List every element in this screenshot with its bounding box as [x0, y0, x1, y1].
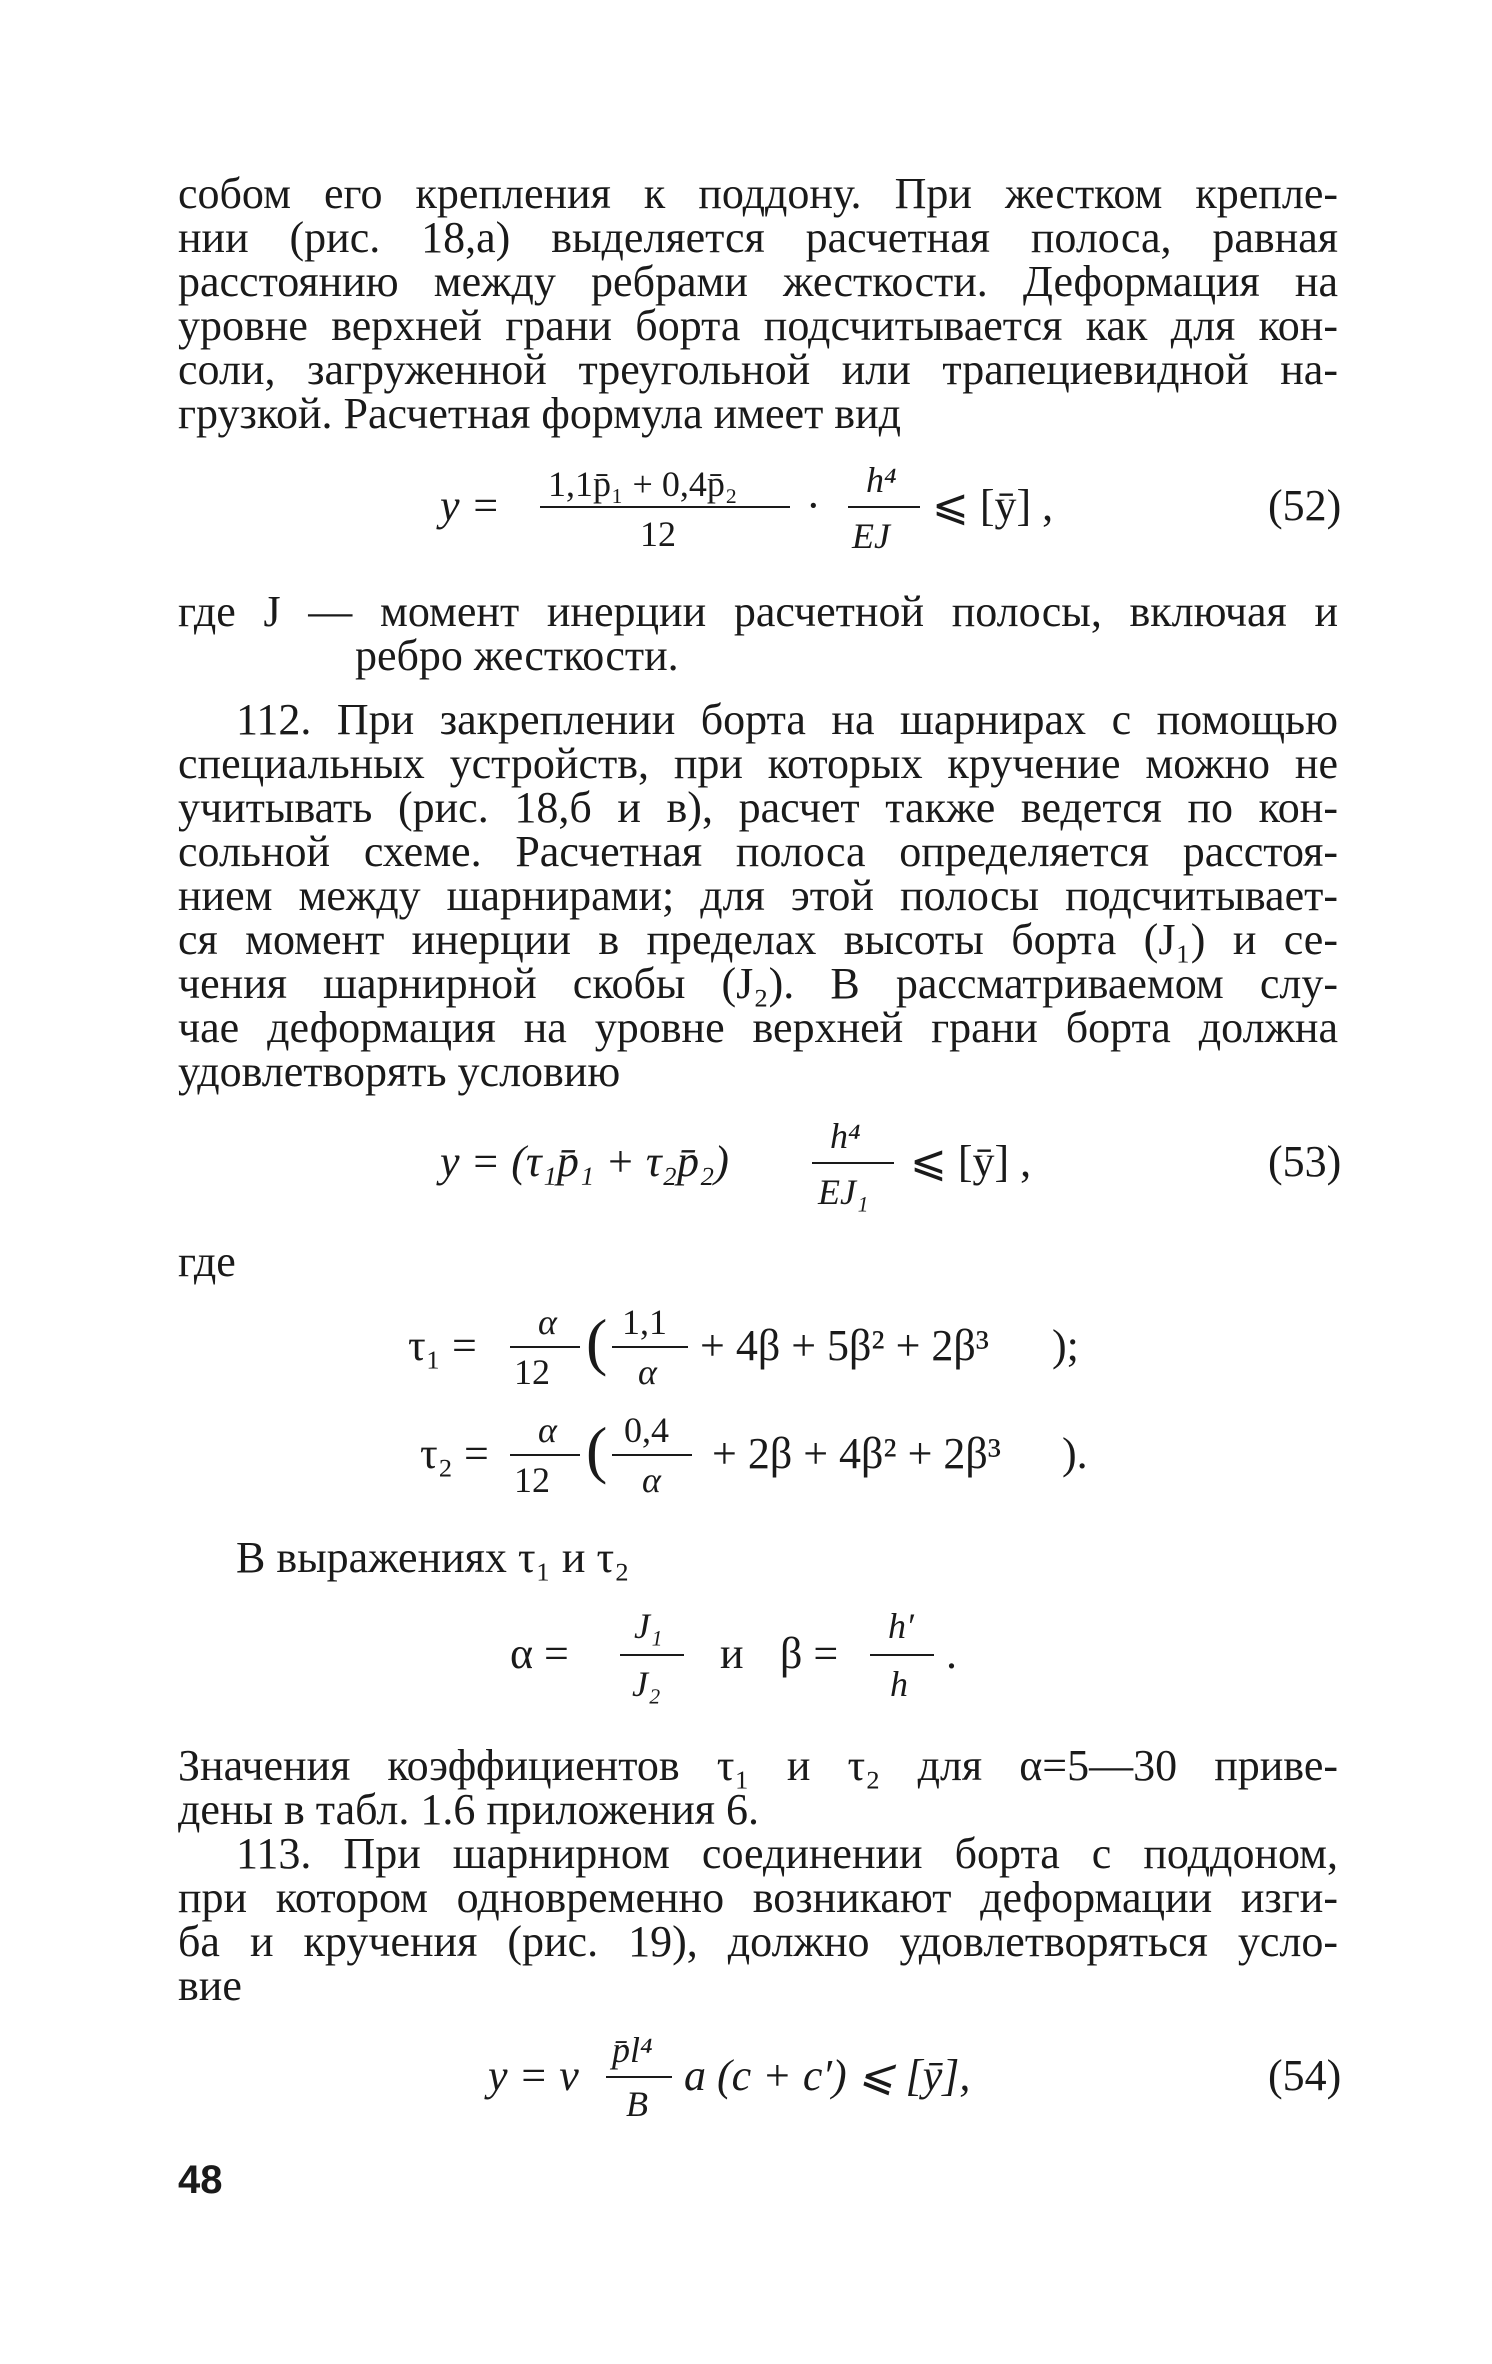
text-line: Значения коэффициентов τ₁ и τ₂ для α=5—30 приве- — [178, 1741, 1338, 1790]
text-line: ба и кручения (рис. 19), должно удовлетворяться усло- — [178, 1917, 1338, 1966]
formula-lhs: y = — [440, 481, 501, 530]
conjunction: и — [720, 1629, 744, 1678]
text-line: В выражениях τ₁ и τ₂ — [236, 1533, 630, 1582]
formula-terms: + 4β + 5β² + 2β³ — [700, 1321, 989, 1370]
fraction-denominator: α — [638, 1352, 657, 1392]
text-line: чения шарнирной скобы (J₂). В рассматриваемом слу- — [178, 959, 1338, 1008]
text-line: учитывать (рис. 18,б и в), расчет также ведется по кон- — [178, 783, 1338, 832]
fraction-denominator: 12 — [640, 514, 676, 554]
fraction-numerator: J₁ — [634, 1606, 663, 1646]
fraction-numerator: p̄l⁴ — [612, 2030, 653, 2070]
text-line: 112. При закреплении борта на шарнирах с помощью — [236, 695, 1338, 744]
formula-lhs: y = (τ₁p̄₁ + τ₂p̄₂) — [440, 1137, 729, 1186]
fraction-numerator: h⁴ — [866, 460, 897, 500]
formula-end: ). — [1062, 1429, 1088, 1478]
formula-end: ); — [1052, 1321, 1079, 1370]
fraction-denominator: B — [626, 2084, 648, 2124]
formula-rhs: ⩽ [ȳ] , — [932, 481, 1054, 530]
fraction-numerator: 0,4 — [624, 1410, 669, 1450]
formula-lhs: τ₁ = — [408, 1321, 477, 1370]
dot-operator: · — [806, 481, 821, 530]
text-line: грузкой. Расчетная формула имеет вид — [178, 389, 902, 438]
fraction-bar — [510, 1454, 580, 1456]
formula-lhs: β = — [780, 1629, 839, 1678]
formula-end: . — [946, 1629, 957, 1678]
paren-open: ( — [586, 1414, 608, 1485]
fraction-denominator: 12 — [514, 1460, 550, 1500]
text-line: где — [178, 1237, 236, 1286]
text-line: ребро жесткости. — [355, 631, 679, 680]
text-line: чае деформация на уровне верхней грани борта должна — [178, 1003, 1338, 1052]
text-line: нии (рис. 18,а) выделяется расчетная полоса, равная — [178, 213, 1338, 262]
page-number: 48 — [178, 2158, 223, 2202]
text-line: ся момент инерции в пределах высоты борта (J₁) и се- — [178, 915, 1338, 964]
fraction-denominator: EJ₁ — [818, 1172, 869, 1212]
fraction-bar — [612, 1346, 688, 1348]
fraction-denominator: 12 — [514, 1352, 550, 1392]
fraction-bar — [870, 1654, 934, 1656]
formula-lhs: τ₂ = — [420, 1429, 489, 1478]
fraction-numerator: h⁴ — [830, 1116, 861, 1156]
text-line: уровне верхней грани борта подсчитывается как для кон- — [178, 301, 1338, 350]
text-line: сольной схеме. Расчетная полоса определяется расстоя- — [178, 827, 1338, 876]
text-line: где J — момент инерции расчетной полосы, включая и — [178, 587, 1338, 636]
text-line: нием между шарнирами; для этой полосы подсчитывает- — [178, 871, 1338, 920]
fraction-denominator: J₂ — [632, 1664, 661, 1704]
fraction-bar — [848, 506, 920, 508]
text-line: собом его крепления к поддону. При жестком крепле- — [178, 169, 1338, 218]
equation-number: (52) — [1268, 481, 1342, 530]
equation-number: (53) — [1268, 1137, 1342, 1186]
text-line: соли, загруженной треугольной или трапециевидной на- — [178, 345, 1338, 394]
fraction-bar — [612, 1454, 692, 1456]
formula-terms: + 2β + 4β² + 2β³ — [712, 1429, 1001, 1478]
formula-rhs: a (c + c′) ⩽ [ȳ], — [684, 2051, 971, 2100]
fraction-bar — [510, 1346, 580, 1348]
text-line: вие — [178, 1961, 242, 2010]
text-line: дены в табл. 1.6 приложения 6. — [178, 1785, 759, 1834]
fraction-bar — [540, 506, 790, 508]
formula-lhs: y = ν — [488, 2051, 579, 2100]
fraction-bar — [606, 2076, 672, 2078]
fraction-numerator: h′ — [888, 1606, 914, 1646]
text-line: удовлетворять условию — [178, 1047, 621, 1096]
fraction-numerator: 1,1p̄₁ + 0,4p̄₂ — [548, 464, 738, 504]
text-line: 113. При шарнирном соединении борта с поддоном, — [236, 1829, 1338, 1878]
formula-lhs: α = — [510, 1629, 569, 1678]
text-line: расстоянию между ребрами жесткости. Деформация на — [178, 257, 1338, 306]
formula-rhs: ⩽ [ȳ] , — [910, 1137, 1032, 1186]
fraction-numerator: α — [538, 1410, 557, 1450]
fraction-bar — [620, 1654, 684, 1656]
text-line: специальных устройств, при которых кручение можно не — [178, 739, 1338, 788]
fraction-bar — [812, 1162, 894, 1164]
fraction-numerator: α — [538, 1302, 557, 1342]
fraction-denominator: α — [642, 1460, 661, 1500]
text-line: при котором одновременно возникают деформации изги- — [178, 1873, 1338, 1922]
fraction-denominator: h — [890, 1664, 908, 1704]
equation-number: (54) — [1268, 2051, 1342, 2100]
paren-open: ( — [586, 1306, 608, 1377]
fraction-numerator: 1,1 — [622, 1302, 667, 1342]
fraction-denominator: EJ — [852, 516, 890, 556]
